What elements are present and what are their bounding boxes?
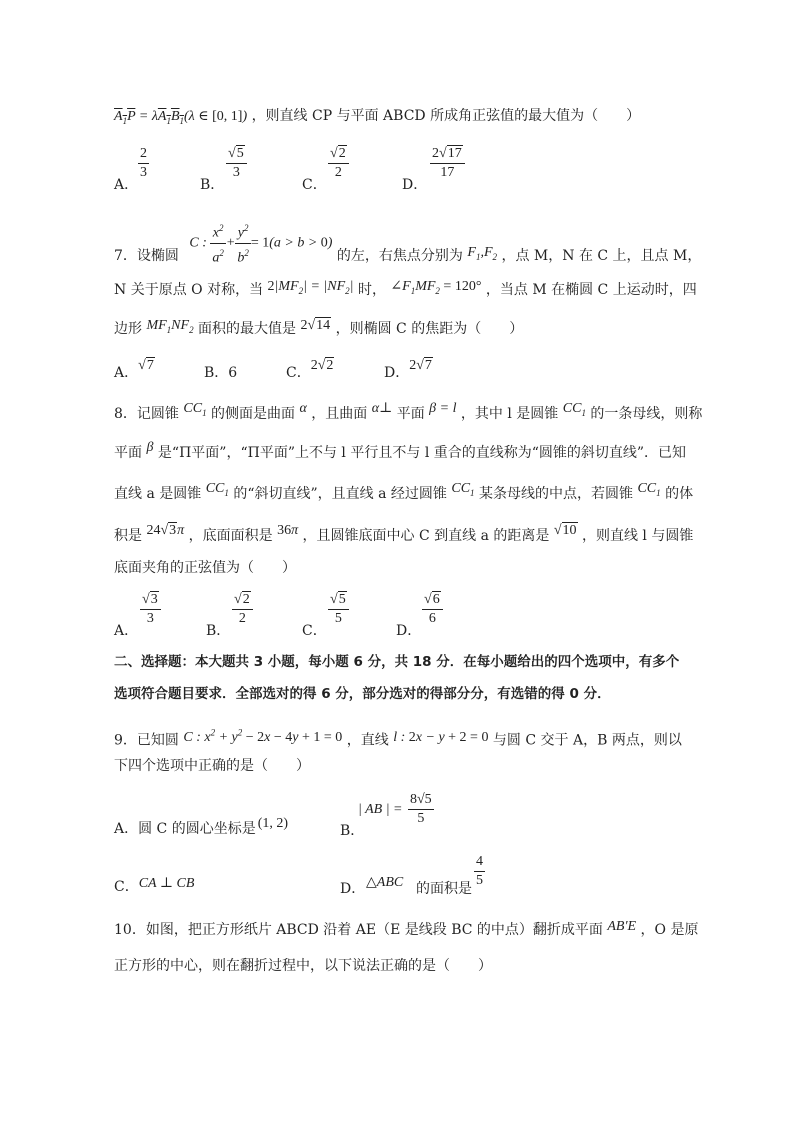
q6-option-d-fraction: $\frac{2√17}{17}$ (430, 146, 465, 181)
q7-ellipse-formula: C : $\frac{x^2}{a^2}$ + $\frac{y^2}{b^2}$ = 1(a > b > 0) (189, 220, 332, 266)
q7-quadrilateral: $MF_1NF_2$ (146, 318, 194, 335)
q6-condition-formula: $A_1P = \lambda A_1B_1(\lambda$ ∈ [0, 1]) (114, 109, 248, 126)
q8-line5: 底面夹角的正弦值为（ ） (114, 560, 296, 576)
q10-line2: 正方形的中心，则在翻折过程中，以下说法正确的是（ ） (114, 958, 492, 974)
section2-instructions-line1: 二、选择题：本大题共 3 小题，每小题 6 分，共 18 分．在每小题给出的四个选项中，有多个 (114, 654, 680, 670)
q8-line1: 8．记圆锥 $CC_1$ 的侧面是曲面 α ，且曲面 α⊥ 平面 β = l ，其中 l 是圆锥 $CC_1$ 的一条母线，则称 (114, 401, 703, 422)
q7-line1: 7．设椭圆 C : $\frac{x^2}{a^2}$ + $\frac{y^2}{b^2}$ = 1(a > b > 0) 的左，右焦点分别为 $F_1,F_2$ ，点 M，N 在 C 上，且点 M， (114, 220, 701, 266)
q9-option-c: C．CA ⊥ CB (114, 876, 195, 895)
q9-line1: 9．已知圆 C : $x^2 + y^2 - 2x - 4y + 1 = 0$ ，直线 l : 2x − y + 2 = 0 与圆 C 交于 A，B 两点，则以 (114, 727, 682, 749)
q8-line4: 积是 24√3π ，底面面积是 36π ，且圆锥底面中心 C 到直线 a 的距离是 √10 ，则直线 l 与圆锥 (114, 523, 694, 544)
q8-base-area: 36π (277, 523, 299, 538)
q8-distance: √10 (553, 523, 577, 538)
q6-line1 (114, 106, 640, 131)
q9-option-a: A．圆 C 的圆心坐标是 (1, 2) (114, 816, 289, 837)
q7-line3: 边形 $MF_1NF_2$ 面积的最大值是 2√14 ，则椭圆 C 的焦距为（ ） (114, 318, 524, 337)
q7-option-b: B．6 (204, 365, 238, 381)
q10-line1: 10．如图，把正方形纸片 ABCD 沿着 AE（E 是线段 BC 的中点）翻折成平面 AB′E ，O 是原 (114, 919, 699, 938)
q6-question-text: ，则直线 CP 与平面 ABCD 所成角正弦值的最大值为（ ） (251, 108, 641, 124)
q6-option-b-fraction: $\frac{√5}{3}$ (226, 146, 247, 181)
q7-distance-condition: $2|MF_2| = |NF_2|$ (267, 279, 354, 296)
q8-line3: 直线 a 是圆锥 $CC_1$ 的“斜切直线”，且直线 a 经过圆锥 $CC_1$ 某条母线的中点，若圆锥 $CC_1$ 的体 (114, 481, 694, 502)
q9-line2: 下四个选项中正确的是（ ） (114, 758, 310, 774)
q6-option-c-fraction: $\frac{√2}{2}$ (328, 146, 349, 181)
section2-instructions-line2: 选项符合题目要求．全部选对的得 6 分，部分选对的得部分分，有选错的得 0 分． (114, 686, 611, 702)
q8-volume: 24√3π (146, 523, 185, 538)
q7-foci-formula: $F_1,F_2$ (467, 245, 497, 263)
q8-line2: 平面 β 是“Π平面”，“Π平面”上不与 l 平行且不与 l 重合的直线称为“圆锥的斜切直线”．已知 (114, 440, 687, 461)
q7-option-a: A．√7 (114, 358, 154, 381)
q7-max-area: 2√14 (300, 318, 331, 333)
q7-option-d: D．2√7 (384, 358, 432, 381)
q9-line-formula: l : 2x − y + 2 = 0 (393, 729, 489, 745)
q7-angle-condition: $\angle F_1MF_2 = 120^\circ$ (390, 279, 482, 296)
q7-option-c: C．2√2 (286, 358, 334, 381)
q6-option-a-fraction: $\frac{2}{3}$ (140, 146, 147, 180)
q9-circle-formula: C : $x^2 + y^2 - 2x - 4y + 1 = 0$ (183, 727, 343, 745)
q7-line2: N 关于原点 O 对称，当 $2|MF_2| = |NF_2|$ 时， $\angle F_1MF_2 = 120^\circ$ ，当点 M 在椭圆 C 上运动时，四 (114, 279, 697, 298)
